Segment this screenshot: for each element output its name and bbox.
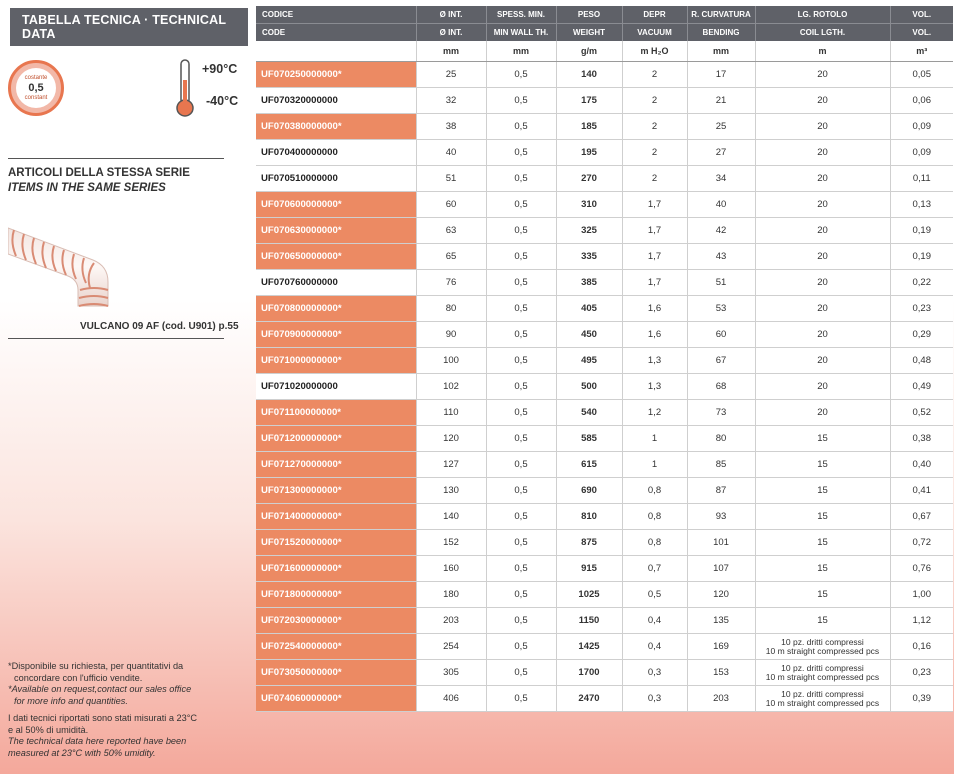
diameter-cell: 203	[416, 608, 486, 634]
table-row	[256, 244, 953, 270]
wall-thickness-cell: 0,5	[486, 400, 556, 426]
table-row	[256, 374, 953, 400]
code-cell: UF070510000000	[256, 166, 416, 192]
weight-cell: 175	[556, 88, 622, 114]
diameter-cell: 63	[416, 218, 486, 244]
weight-cell: 915	[556, 556, 622, 582]
vacuum-cell: 0,4	[622, 608, 687, 634]
wall-thickness-cell: 0,5	[486, 166, 556, 192]
series-heading-it: ARTICOLI DELLA STESSA SERIE	[8, 167, 190, 179]
diameter-cell: 80	[416, 296, 486, 322]
weight-cell: 2470	[556, 686, 622, 712]
diameter-cell: 90	[416, 322, 486, 348]
thermometer-icon	[172, 58, 198, 120]
coil-length-cell: 20	[755, 88, 890, 114]
coil-length-cell: 20	[755, 62, 890, 88]
table-row	[256, 634, 953, 660]
coil-length-cell	[755, 634, 890, 660]
weight-cell: 325	[556, 218, 622, 244]
wall-thickness-cell: 0,5	[486, 322, 556, 348]
code-cell: UF071000000000*	[256, 348, 416, 374]
coil-length-cell: 15	[755, 478, 890, 504]
code-cell: UF072540000000*	[256, 634, 416, 660]
wall-thickness-cell: 0,5	[486, 270, 556, 296]
table-row	[256, 530, 953, 556]
bending-cell: 80	[687, 426, 755, 452]
vacuum-cell: 0,8	[622, 530, 687, 556]
table-row	[256, 192, 953, 218]
volume-cell: 0,67	[890, 504, 953, 530]
product-caption: VULCANO 09 AF (cod. U901) p.55	[80, 321, 239, 332]
table-row	[256, 166, 953, 192]
diameter-cell: 32	[416, 88, 486, 114]
weight-cell: 875	[556, 530, 622, 556]
volume-cell: 0,19	[890, 218, 953, 244]
volume-cell: 0,38	[890, 426, 953, 452]
vacuum-cell: 1,2	[622, 400, 687, 426]
series-heading-en: ITEMS IN THE SAME SERIES	[8, 182, 166, 194]
volume-cell: 1,12	[890, 608, 953, 634]
coil-length-cell: 20	[755, 140, 890, 166]
volume-cell: 0,48	[890, 348, 953, 374]
table-row	[256, 296, 953, 322]
coil-note-en: 10 m straight compressed pcs	[765, 671, 880, 682]
coil-length-cell: 20	[755, 166, 890, 192]
volume-cell: 0,23	[890, 296, 953, 322]
badge-bottom-label: constant	[24, 94, 48, 101]
volume-cell: 1,00	[890, 582, 953, 608]
col-header: VOL.	[890, 6, 953, 24]
coil-length-cell: 20	[755, 244, 890, 270]
coil-length-cell	[755, 686, 890, 712]
diameter-cell: 152	[416, 530, 486, 556]
table-row	[256, 140, 953, 166]
col-header: VOL.	[890, 24, 953, 42]
coil-note-en: 10 m straight compressed pcs	[765, 645, 880, 656]
table-row	[256, 686, 953, 712]
header-row-it	[256, 6, 953, 24]
vacuum-cell: 0,3	[622, 686, 687, 712]
bending-cell: 40	[687, 192, 755, 218]
coil-length-cell: 15	[755, 582, 890, 608]
note-conditions-it-2: e al 50% di umidità.	[8, 724, 89, 735]
bending-cell: 107	[687, 556, 755, 582]
volume-cell: 0,09	[890, 140, 953, 166]
code-cell: UF073050000000*	[256, 660, 416, 686]
col-header: Ø INT.	[416, 24, 486, 42]
table-row	[256, 400, 953, 426]
weight-cell: 540	[556, 400, 622, 426]
diameter-cell: 127	[416, 452, 486, 478]
left-panel	[0, 0, 254, 774]
diameter-cell: 100	[416, 348, 486, 374]
col-header: Ø INT.	[416, 6, 486, 24]
col-header: WEIGHT	[556, 24, 622, 42]
divider	[8, 338, 224, 339]
diameter-cell: 180	[416, 582, 486, 608]
bending-cell: 60	[687, 322, 755, 348]
vacuum-cell: 0,7	[622, 556, 687, 582]
vacuum-cell: 1,7	[622, 218, 687, 244]
diameter-cell: 51	[416, 166, 486, 192]
unit-cell: m³	[890, 41, 953, 62]
col-header: BENDING	[687, 24, 755, 42]
vacuum-cell: 2	[622, 62, 687, 88]
coil-length-cell: 20	[755, 374, 890, 400]
bending-cell: 21	[687, 88, 755, 114]
vacuum-cell: 1,3	[622, 374, 687, 400]
wall-thickness-cell: 0,5	[486, 348, 556, 374]
vacuum-cell: 1,7	[622, 270, 687, 296]
weight-cell: 1700	[556, 660, 622, 686]
table-row	[256, 88, 953, 114]
volume-cell: 0,09	[890, 114, 953, 140]
code-cell: UF070320000000	[256, 88, 416, 114]
code-cell: UF070400000000	[256, 140, 416, 166]
note-availability-it: *Disponibile su richiesta, per quantitativi da	[8, 661, 184, 671]
weight-cell: 585	[556, 426, 622, 452]
diameter-cell: 76	[416, 270, 486, 296]
wall-thickness-cell: 0,5	[486, 504, 556, 530]
bending-cell: 27	[687, 140, 755, 166]
weight-cell: 310	[556, 192, 622, 218]
weight-cell: 690	[556, 478, 622, 504]
weight-cell: 195	[556, 140, 622, 166]
weight-cell: 1150	[556, 608, 622, 634]
bending-cell: 25	[687, 114, 755, 140]
code-cell: UF074060000000*	[256, 686, 416, 712]
unit-cell: m	[755, 41, 890, 62]
volume-cell: 0,06	[890, 88, 953, 114]
vacuum-cell: 1,6	[622, 322, 687, 348]
table-row	[256, 582, 953, 608]
vacuum-cell: 0,3	[622, 660, 687, 686]
weight-cell: 500	[556, 374, 622, 400]
code-cell: UF070250000000*	[256, 62, 416, 88]
bending-cell: 51	[687, 270, 755, 296]
weight-cell: 270	[556, 166, 622, 192]
badge-inner	[16, 68, 56, 108]
weight-cell: 385	[556, 270, 622, 296]
bending-cell: 93	[687, 504, 755, 530]
vacuum-cell: 1	[622, 426, 687, 452]
bending-cell: 43	[687, 244, 755, 270]
code-cell: UF071020000000	[256, 374, 416, 400]
bending-cell: 53	[687, 296, 755, 322]
table-row	[256, 114, 953, 140]
unit-cell: g/m	[556, 41, 622, 62]
table-row	[256, 660, 953, 686]
volume-cell: 0,11	[890, 166, 953, 192]
bending-cell: 42	[687, 218, 755, 244]
badge-value: 0,5	[28, 81, 44, 94]
diameter-cell: 130	[416, 478, 486, 504]
vacuum-cell: 1,6	[622, 296, 687, 322]
code-cell: UF070760000000	[256, 270, 416, 296]
wall-thickness-cell: 0,5	[486, 296, 556, 322]
table-row	[256, 270, 953, 296]
coil-length-cell: 20	[755, 270, 890, 296]
code-cell: UF070900000000*	[256, 322, 416, 348]
volume-cell: 0,29	[890, 322, 953, 348]
vacuum-cell: 0,5	[622, 582, 687, 608]
vacuum-cell: 0,8	[622, 504, 687, 530]
wall-thickness-cell: 0,5	[486, 140, 556, 166]
coil-length-cell: 15	[755, 504, 890, 530]
diameter-cell: 140	[416, 504, 486, 530]
bending-cell: 153	[687, 660, 755, 686]
coil-length-cell: 15	[755, 530, 890, 556]
volume-cell: 0,13	[890, 192, 953, 218]
code-cell: UF071270000000*	[256, 452, 416, 478]
coil-length-cell: 20	[755, 296, 890, 322]
table-row	[256, 608, 953, 634]
weight-cell: 810	[556, 504, 622, 530]
weight-cell: 405	[556, 296, 622, 322]
volume-cell: 0,39	[890, 686, 953, 712]
wall-thickness-cell: 0,5	[486, 88, 556, 114]
code-cell: UF071520000000*	[256, 530, 416, 556]
coil-length-cell	[755, 660, 890, 686]
col-header: PESO	[556, 6, 622, 24]
volume-cell: 0,52	[890, 400, 953, 426]
volume-cell: 0,40	[890, 452, 953, 478]
volume-cell: 0,49	[890, 374, 953, 400]
diameter-cell: 160	[416, 556, 486, 582]
bending-cell: 169	[687, 634, 755, 660]
weight-cell: 495	[556, 348, 622, 374]
coil-length-cell: 20	[755, 192, 890, 218]
code-cell: UF071800000000*	[256, 582, 416, 608]
coil-length-cell: 20	[755, 218, 890, 244]
wall-thickness-cell: 0,5	[486, 114, 556, 140]
table-row	[256, 452, 953, 478]
bending-cell: 73	[687, 400, 755, 426]
volume-cell: 0,19	[890, 244, 953, 270]
bending-cell: 87	[687, 478, 755, 504]
col-header: R. CURVATURA	[687, 6, 755, 24]
unit-cell: mm	[486, 41, 556, 62]
volume-cell: 0,41	[890, 478, 953, 504]
col-header: DEPR	[622, 6, 687, 24]
wall-thickness-cell: 0,5	[486, 608, 556, 634]
code-cell: UF070600000000*	[256, 192, 416, 218]
col-header: VACUUM	[622, 24, 687, 42]
diameter-cell: 120	[416, 426, 486, 452]
weight-cell: 185	[556, 114, 622, 140]
table-row	[256, 62, 953, 88]
code-cell: UF070650000000*	[256, 244, 416, 270]
code-cell: UF071300000000*	[256, 478, 416, 504]
coil-note-it: 10 pz. dritti compressi	[781, 688, 864, 699]
vacuum-cell: 1,3	[622, 348, 687, 374]
unit-cell: mm	[416, 41, 486, 62]
vacuum-cell: 2	[622, 140, 687, 166]
unit-cell	[256, 41, 416, 62]
code-cell: UF071100000000*	[256, 400, 416, 426]
col-header: SPESS. MIN.	[486, 6, 556, 24]
min-temperature: -40°C	[206, 94, 239, 108]
wall-thickness-cell: 0,5	[486, 582, 556, 608]
table-row	[256, 556, 953, 582]
wall-thickness-cell: 0,5	[486, 62, 556, 88]
bending-cell: 135	[687, 608, 755, 634]
bending-cell: 101	[687, 530, 755, 556]
coil-length-cell: 20	[755, 348, 890, 374]
bending-cell: 85	[687, 452, 755, 478]
note-availability-en: *Available on request,contact our sales office	[8, 684, 192, 694]
diameter-cell: 38	[416, 114, 486, 140]
badge-top-label: costante	[24, 74, 48, 81]
wall-thickness-cell: 0,5	[486, 374, 556, 400]
col-header: MIN WALL TH.	[486, 24, 556, 42]
table-row	[256, 478, 953, 504]
volume-cell: 0,23	[890, 660, 953, 686]
table-row	[256, 504, 953, 530]
bending-cell: 67	[687, 348, 755, 374]
note-conditions-en-2: measured at 23°C with 50% umidity.	[8, 747, 156, 758]
weight-cell: 450	[556, 322, 622, 348]
weight-cell: 335	[556, 244, 622, 270]
panel-title: TABELLA TECNICA · TECHNICAL DATA	[10, 8, 248, 46]
vacuum-cell: 0,4	[622, 634, 687, 660]
note-conditions-en: The technical data here reported have been	[8, 736, 187, 746]
volume-cell: 0,72	[890, 530, 953, 556]
code-cell: UF071400000000*	[256, 504, 416, 530]
coil-length-cell: 20	[755, 114, 890, 140]
wall-thickness-cell: 0,5	[486, 244, 556, 270]
bending-cell: 68	[687, 374, 755, 400]
note-availability-en-2: for more info and quantities.	[14, 695, 128, 706]
unit-cell: mm	[687, 41, 755, 62]
diameter-cell: 40	[416, 140, 486, 166]
wall-thickness-cell: 0,5	[486, 452, 556, 478]
wall-thickness-cell: 0,5	[486, 426, 556, 452]
coil-length-cell: 15	[755, 452, 890, 478]
coil-note-it: 10 pz. dritti compressi	[781, 636, 864, 647]
diameter-cell: 65	[416, 244, 486, 270]
table-row	[256, 348, 953, 374]
vacuum-cell: 2	[622, 166, 687, 192]
hose-image	[8, 220, 148, 312]
vacuum-cell: 1,7	[622, 244, 687, 270]
wall-thickness-cell: 0,5	[486, 218, 556, 244]
coil-note-it: 10 pz. dritti compressi	[781, 662, 864, 673]
diameter-cell: 60	[416, 192, 486, 218]
col-header: LG. ROTOLO	[755, 6, 890, 24]
bending-cell: 120	[687, 582, 755, 608]
vacuum-cell: 2	[622, 88, 687, 114]
table-row	[256, 322, 953, 348]
thickness-badge	[8, 60, 64, 116]
wall-thickness-cell: 0,5	[486, 634, 556, 660]
code-cell: UF071600000000*	[256, 556, 416, 582]
code-cell: UF070380000000*	[256, 114, 416, 140]
wall-thickness-cell: 0,5	[486, 660, 556, 686]
wall-thickness-cell: 0,5	[486, 530, 556, 556]
weight-cell: 615	[556, 452, 622, 478]
volume-cell: 0,16	[890, 634, 953, 660]
col-header: COIL LGTH.	[755, 24, 890, 42]
diameter-cell: 110	[416, 400, 486, 426]
coil-note-en: 10 m straight compressed pcs	[765, 697, 880, 708]
coil-length-cell: 20	[755, 322, 890, 348]
coil-length-cell: 20	[755, 400, 890, 426]
bending-cell: 203	[687, 686, 755, 712]
coil-length-cell: 15	[755, 426, 890, 452]
diameter-cell: 305	[416, 660, 486, 686]
vacuum-cell: 0,8	[622, 478, 687, 504]
weight-cell: 140	[556, 62, 622, 88]
diameter-cell: 25	[416, 62, 486, 88]
code-cell: UF072030000000*	[256, 608, 416, 634]
col-header: CODICE	[256, 6, 416, 24]
col-header: CODE	[256, 24, 416, 42]
vacuum-cell: 1,7	[622, 192, 687, 218]
diameter-cell: 102	[416, 374, 486, 400]
volume-cell: 0,05	[890, 62, 953, 88]
vacuum-cell: 1	[622, 452, 687, 478]
volume-cell: 0,22	[890, 270, 953, 296]
volume-cell: 0,76	[890, 556, 953, 582]
wall-thickness-cell: 0,5	[486, 556, 556, 582]
vacuum-cell: 2	[622, 114, 687, 140]
wall-thickness-cell: 0,5	[486, 192, 556, 218]
bending-cell: 17	[687, 62, 755, 88]
bending-cell: 34	[687, 166, 755, 192]
footnotes	[8, 661, 253, 759]
wall-thickness-cell: 0,5	[486, 478, 556, 504]
table-row	[256, 218, 953, 244]
units-row	[256, 41, 953, 62]
wall-thickness-cell: 0,5	[486, 686, 556, 712]
technical-table	[256, 6, 953, 712]
coil-length-cell: 15	[755, 556, 890, 582]
code-cell: UF070630000000*	[256, 218, 416, 244]
divider	[8, 158, 224, 159]
code-cell: UF071200000000*	[256, 426, 416, 452]
weight-cell: 1425	[556, 634, 622, 660]
note-availability-it-2: concordare con l'ufficio vendite.	[14, 672, 143, 683]
weight-cell: 1025	[556, 582, 622, 608]
table-row	[256, 426, 953, 452]
coil-length-cell: 15	[755, 608, 890, 634]
note-conditions-it: I dati tecnici riportati sono stati misurati a 23°C	[8, 713, 198, 723]
diameter-cell: 254	[416, 634, 486, 660]
code-cell: UF070800000000*	[256, 296, 416, 322]
diameter-cell: 406	[416, 686, 486, 712]
header-row-en	[256, 24, 953, 42]
max-temperature: +90°C	[202, 62, 238, 76]
unit-cell: m H₂O	[622, 41, 687, 62]
